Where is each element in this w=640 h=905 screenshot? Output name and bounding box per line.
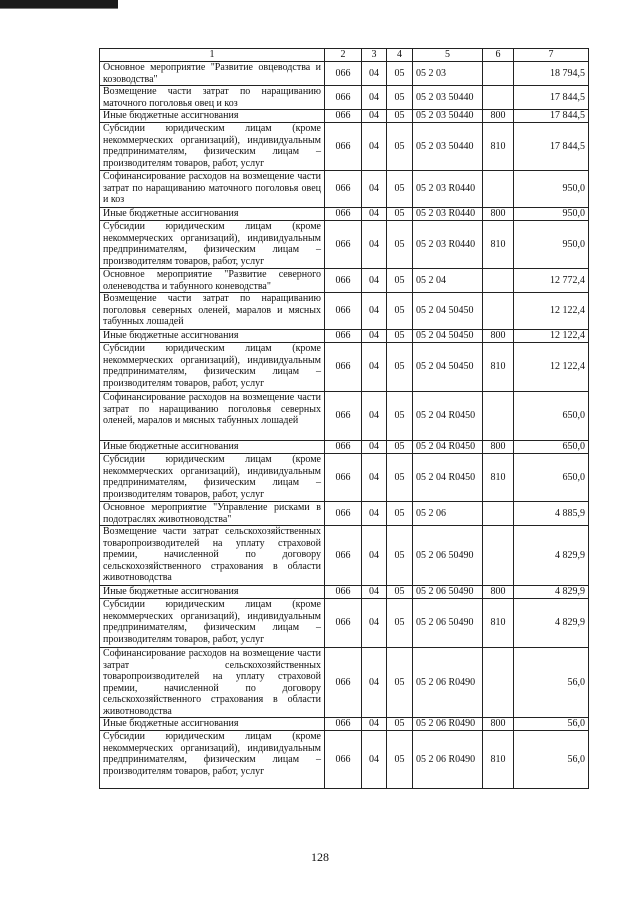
row-name-cell: Софинансирование расходов на возмещение части затрат по наращиванию поголовья северных оленей, маралов и мясных табунных лошадей (100, 392, 325, 441)
table-row (100, 62, 589, 86)
row-target-article-cell: 05 2 03 R0440 (413, 171, 483, 208)
row-name-cell: Софинансирование расходов на возмещение части затрат по наращиванию маточного поголовья овец и коз (100, 171, 325, 208)
row-section-cell: 04 (362, 502, 387, 526)
row-target-article-cell: 05 2 06 R0490 (413, 718, 483, 731)
row-name-cell: Иные бюджетные ассигнования (100, 208, 325, 221)
row-subsection-cell: 05 (387, 62, 413, 86)
row-subsection-cell: 05 (387, 586, 413, 599)
row-amount-cell: 4 885,9 (514, 502, 589, 526)
row-amount-cell: 12 122,4 (514, 330, 589, 343)
row-admin-code-cell: 066 (325, 392, 362, 441)
row-amount-cell: 17 844,5 (514, 123, 589, 171)
row-admin-code-cell: 066 (325, 731, 362, 789)
row-expense-type-cell: 810 (483, 123, 514, 171)
row-amount-cell: 650,0 (514, 392, 589, 441)
row-subsection-cell: 05 (387, 86, 413, 110)
table-row (100, 731, 589, 789)
row-name-cell: Субсидии юридическим лицам (кроме некоммерческих организаций), индивидуальным предпринимателям, физическим лицам – производителям товаров, работ, услуг (100, 221, 325, 269)
row-name-cell: Иные бюджетные ассигнования (100, 110, 325, 123)
budget-table (99, 48, 589, 789)
table-row (100, 123, 589, 171)
row-subsection-cell: 05 (387, 526, 413, 586)
row-name-cell: Возмещение части затрат по наращиванию маточного поголовья овец и коз (100, 86, 325, 110)
row-amount-cell: 650,0 (514, 454, 589, 502)
row-expense-type-cell: 800 (483, 330, 514, 343)
row-name-cell: Основное мероприятие "Развитие овцеводства и козоводства" (100, 62, 325, 86)
row-admin-code-cell: 066 (325, 599, 362, 648)
table-row (100, 293, 589, 330)
row-target-article-cell: 05 2 04 R0450 (413, 392, 483, 441)
row-expense-type-cell (483, 648, 514, 718)
header-cell-1: 1 (100, 49, 325, 62)
row-name-cell: Основное мероприятие "Развитие северного оленеводства и табунного коневодства" (100, 269, 325, 293)
row-subsection-cell: 05 (387, 208, 413, 221)
table-row (100, 269, 589, 293)
table-row (100, 586, 589, 599)
header-cell-6: 6 (483, 49, 514, 62)
row-section-cell: 04 (362, 123, 387, 171)
table-row (100, 110, 589, 123)
row-admin-code-cell: 066 (325, 648, 362, 718)
row-expense-type-cell: 800 (483, 441, 514, 454)
row-subsection-cell: 05 (387, 269, 413, 293)
row-subsection-cell: 05 (387, 648, 413, 718)
row-section-cell: 04 (362, 293, 387, 330)
row-admin-code-cell: 066 (325, 343, 362, 392)
row-amount-cell: 4 829,9 (514, 586, 589, 599)
header-cell-4: 4 (387, 49, 413, 62)
row-subsection-cell: 05 (387, 343, 413, 392)
row-section-cell: 04 (362, 599, 387, 648)
row-section-cell: 04 (362, 86, 387, 110)
header-cell-7: 7 (514, 49, 589, 62)
row-expense-type-cell (483, 293, 514, 330)
row-subsection-cell: 05 (387, 441, 413, 454)
table-row (100, 221, 589, 269)
row-name-cell: Субсидии юридическим лицам (кроме некоммерческих организаций), индивидуальным предпринимателям, физическим лицам – производителям товаров, работ, услуг (100, 731, 325, 789)
row-amount-cell: 17 844,5 (514, 110, 589, 123)
table-row (100, 502, 589, 526)
row-name-cell: Субсидии юридическим лицам (кроме некоммерческих организаций), индивидуальным предпринимателям, физическим лицам – производителям товаров, работ, услуг (100, 343, 325, 392)
row-target-article-cell: 05 2 03 50440 (413, 86, 483, 110)
table-row (100, 454, 589, 502)
row-amount-cell: 12 122,4 (514, 293, 589, 330)
row-amount-cell: 56,0 (514, 731, 589, 789)
row-name-cell: Иные бюджетные ассигнования (100, 441, 325, 454)
row-section-cell: 04 (362, 110, 387, 123)
row-section-cell: 04 (362, 330, 387, 343)
row-amount-cell: 56,0 (514, 718, 589, 731)
row-name-cell: Иные бюджетные ассигнования (100, 718, 325, 731)
row-admin-code-cell: 066 (325, 62, 362, 86)
row-target-article-cell: 05 2 04 R0450 (413, 441, 483, 454)
row-amount-cell: 18 794,5 (514, 62, 589, 86)
row-target-article-cell: 05 2 04 50450 (413, 343, 483, 392)
row-subsection-cell: 05 (387, 599, 413, 648)
row-subsection-cell: 05 (387, 392, 413, 441)
row-amount-cell: 56,0 (514, 648, 589, 718)
row-admin-code-cell: 066 (325, 454, 362, 502)
header-cell-5: 5 (413, 49, 483, 62)
row-name-cell: Субсидии юридическим лицам (кроме некоммерческих организаций), индивидуальным предпринимателям, физическим лицам – производителям товаров, работ, услуг (100, 454, 325, 502)
table-row (100, 392, 589, 441)
scan-corner-mark (0, 0, 118, 8)
row-expense-type-cell: 810 (483, 454, 514, 502)
table-row (100, 718, 589, 731)
header-cell-2: 2 (325, 49, 362, 62)
row-target-article-cell: 05 2 03 50440 (413, 123, 483, 171)
row-admin-code-cell: 066 (325, 208, 362, 221)
row-section-cell: 04 (362, 343, 387, 392)
row-name-cell: Иные бюджетные ассигнования (100, 586, 325, 599)
table-row (100, 171, 589, 208)
table-header-row (100, 49, 589, 62)
row-subsection-cell: 05 (387, 454, 413, 502)
row-subsection-cell: 05 (387, 293, 413, 330)
row-admin-code-cell: 066 (325, 502, 362, 526)
row-admin-code-cell: 066 (325, 171, 362, 208)
row-admin-code-cell: 066 (325, 86, 362, 110)
row-expense-type-cell: 810 (483, 221, 514, 269)
table-row (100, 599, 589, 648)
row-expense-type-cell (483, 171, 514, 208)
row-expense-type-cell: 810 (483, 599, 514, 648)
row-target-article-cell: 05 2 06 R0490 (413, 731, 483, 789)
row-target-article-cell: 05 2 04 50450 (413, 330, 483, 343)
row-target-article-cell: 05 2 06 50490 (413, 599, 483, 648)
row-subsection-cell: 05 (387, 171, 413, 208)
row-name-cell: Иные бюджетные ассигнования (100, 330, 325, 343)
row-expense-type-cell (483, 502, 514, 526)
row-section-cell: 04 (362, 454, 387, 502)
row-name-cell: Субсидии юридическим лицам (кроме некоммерческих организаций), индивидуальным предпринимателям, физическим лицам – производителям товаров, работ, услуг (100, 599, 325, 648)
row-admin-code-cell: 066 (325, 441, 362, 454)
row-target-article-cell: 05 2 03 (413, 62, 483, 86)
row-target-article-cell: 05 2 06 (413, 502, 483, 526)
row-section-cell: 04 (362, 586, 387, 599)
row-subsection-cell: 05 (387, 502, 413, 526)
row-expense-type-cell: 800 (483, 110, 514, 123)
row-target-article-cell: 05 2 06 R0490 (413, 648, 483, 718)
row-subsection-cell: 05 (387, 731, 413, 789)
row-admin-code-cell: 066 (325, 718, 362, 731)
row-expense-type-cell: 800 (483, 586, 514, 599)
row-expense-type-cell (483, 86, 514, 110)
row-subsection-cell: 05 (387, 110, 413, 123)
row-target-article-cell: 05 2 06 50490 (413, 586, 483, 599)
row-admin-code-cell: 066 (325, 330, 362, 343)
row-target-article-cell: 05 2 03 R0440 (413, 221, 483, 269)
header-cell-3: 3 (362, 49, 387, 62)
row-section-cell: 04 (362, 392, 387, 441)
row-section-cell: 04 (362, 441, 387, 454)
row-amount-cell: 650,0 (514, 441, 589, 454)
row-section-cell: 04 (362, 221, 387, 269)
row-admin-code-cell: 066 (325, 586, 362, 599)
row-name-cell: Субсидии юридическим лицам (кроме некоммерческих организаций), индивидуальным предпринимателям, физическим лицам – производителям товаров, работ, услуг (100, 123, 325, 171)
row-subsection-cell: 05 (387, 123, 413, 171)
table-row (100, 648, 589, 718)
row-target-article-cell: 05 2 03 50440 (413, 110, 483, 123)
table-row (100, 330, 589, 343)
table-row (100, 343, 589, 392)
row-section-cell: 04 (362, 718, 387, 731)
table-row (100, 86, 589, 110)
row-expense-type-cell (483, 269, 514, 293)
row-section-cell: 04 (362, 62, 387, 86)
row-amount-cell: 4 829,9 (514, 526, 589, 586)
page-number: 128 (311, 850, 329, 864)
row-admin-code-cell: 066 (325, 269, 362, 293)
row-subsection-cell: 05 (387, 330, 413, 343)
row-target-article-cell: 05 2 04 (413, 269, 483, 293)
row-section-cell: 04 (362, 526, 387, 586)
row-subsection-cell: 05 (387, 718, 413, 731)
row-expense-type-cell: 810 (483, 731, 514, 789)
row-expense-type-cell (483, 392, 514, 441)
row-subsection-cell: 05 (387, 221, 413, 269)
row-expense-type-cell: 800 (483, 208, 514, 221)
row-admin-code-cell: 066 (325, 123, 362, 171)
table-row (100, 441, 589, 454)
row-section-cell: 04 (362, 648, 387, 718)
table-row (100, 208, 589, 221)
row-admin-code-cell: 066 (325, 293, 362, 330)
row-amount-cell: 12 772,4 (514, 269, 589, 293)
row-amount-cell: 950,0 (514, 221, 589, 269)
row-amount-cell: 17 844,5 (514, 86, 589, 110)
row-section-cell: 04 (362, 171, 387, 208)
row-target-article-cell: 05 2 04 R0450 (413, 454, 483, 502)
row-expense-type-cell: 810 (483, 343, 514, 392)
table-row (100, 526, 589, 586)
row-section-cell: 04 (362, 731, 387, 789)
row-name-cell: Возмещение части затрат по наращиванию поголовья северных оленей, маралов и мясных табунных лошадей (100, 293, 325, 330)
row-admin-code-cell: 066 (325, 221, 362, 269)
row-admin-code-cell: 066 (325, 110, 362, 123)
row-admin-code-cell: 066 (325, 526, 362, 586)
row-target-article-cell: 05 2 06 50490 (413, 526, 483, 586)
row-name-cell: Возмещение части затрат сельскохозяйственных товаропроизводителей на уплату страховой премии, начисленной по договору сельскохозяйственного страхования в области животноводства (100, 526, 325, 586)
row-target-article-cell: 05 2 04 50450 (413, 293, 483, 330)
row-expense-type-cell (483, 62, 514, 86)
row-amount-cell: 12 122,4 (514, 343, 589, 392)
row-amount-cell: 950,0 (514, 171, 589, 208)
row-target-article-cell: 05 2 03 R0440 (413, 208, 483, 221)
row-section-cell: 04 (362, 269, 387, 293)
row-expense-type-cell: 800 (483, 718, 514, 731)
row-section-cell: 04 (362, 208, 387, 221)
row-expense-type-cell (483, 526, 514, 586)
row-name-cell: Софинансирование расходов на возмещение части затрат сельскохозяйственных товаропроизводителей на уплату страховой премии, начисленной по договору сельскохозяйственного страхования в области животноводства (100, 648, 325, 718)
row-amount-cell: 4 829,9 (514, 599, 589, 648)
row-amount-cell: 950,0 (514, 208, 589, 221)
row-name-cell: Основное мероприятие "Управление рисками в подотраслях животноводства" (100, 502, 325, 526)
